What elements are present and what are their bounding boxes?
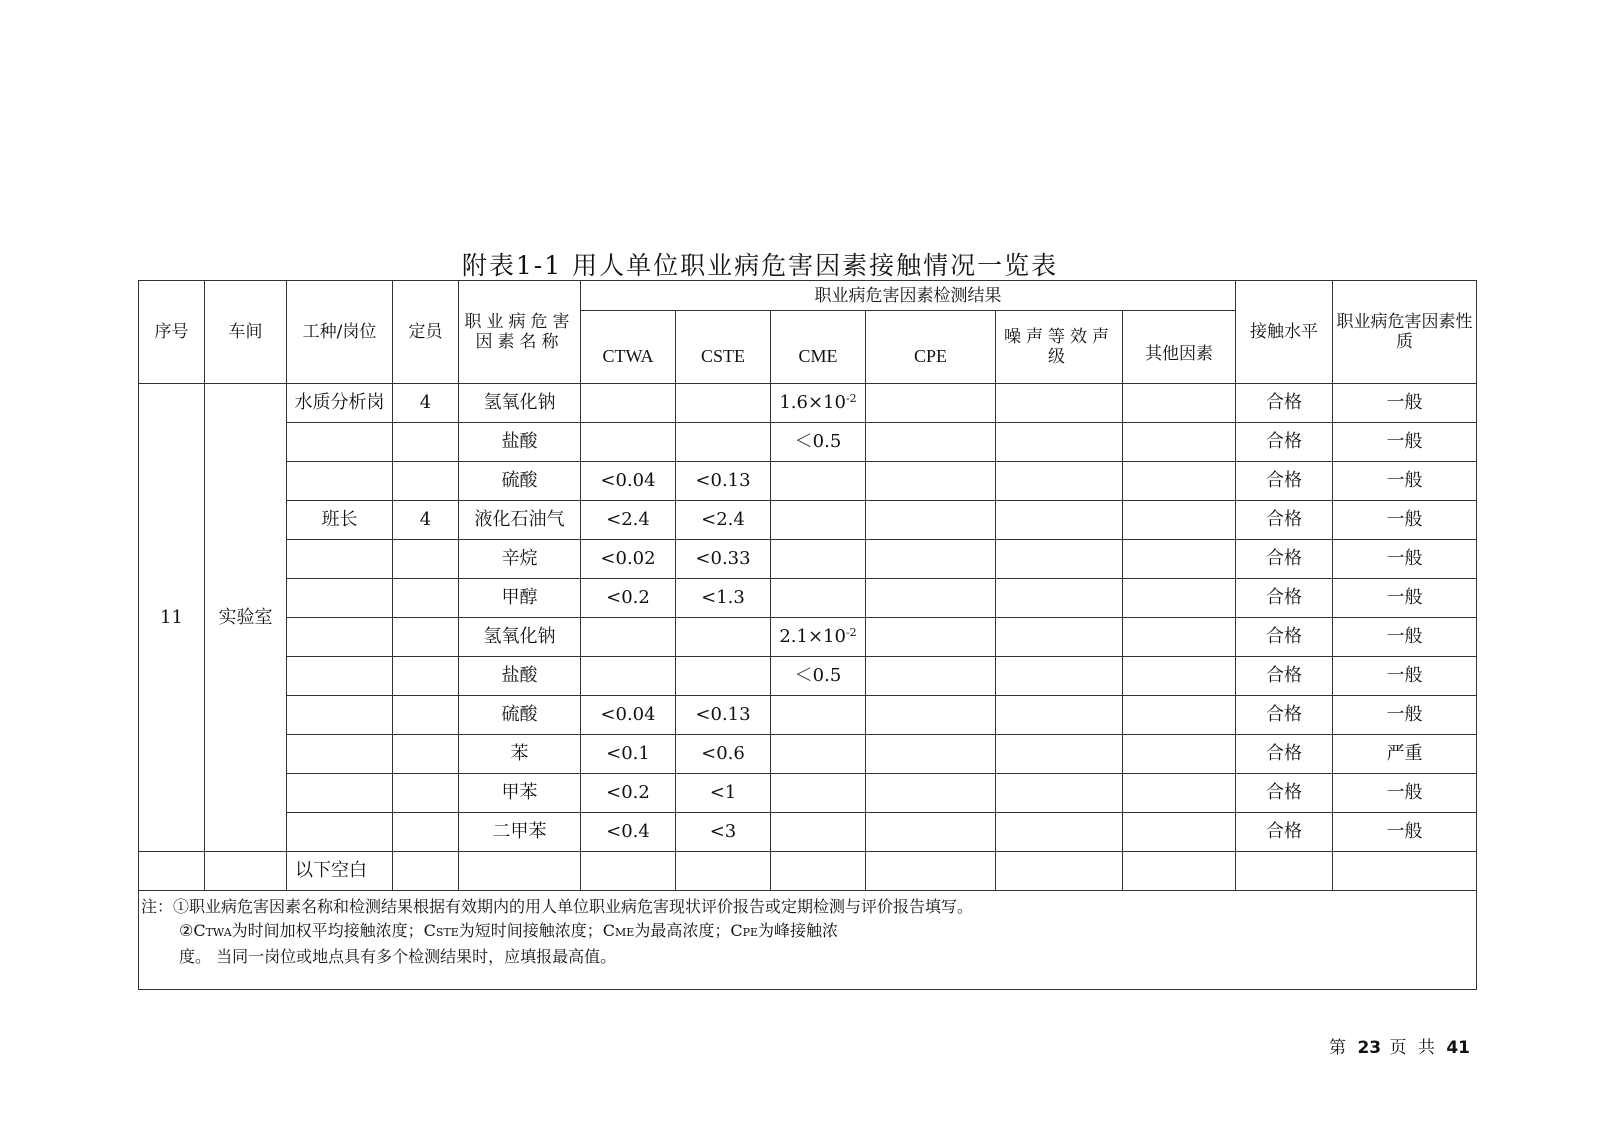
level-cell: 合格 xyxy=(1236,618,1333,657)
ctwa-cell: <0.02 xyxy=(581,540,676,579)
nature-cell: 一般 xyxy=(1333,384,1477,423)
staff-cell xyxy=(393,423,459,462)
seq-cell: 11 xyxy=(139,384,205,852)
nature-cell: 一般 xyxy=(1333,696,1477,735)
staff-cell: 4 xyxy=(393,384,459,423)
header-cme: CME xyxy=(771,311,866,384)
level-cell: 合格 xyxy=(1236,774,1333,813)
position-cell xyxy=(287,774,393,813)
page-total: 41 xyxy=(1446,1038,1470,1058)
header-cpe: CPE xyxy=(866,311,996,384)
nature-cell: 一般 xyxy=(1333,813,1477,852)
empty-cell xyxy=(139,852,205,891)
noise-cell xyxy=(996,696,1123,735)
nature-cell: 一般 xyxy=(1333,462,1477,501)
page-prefix: 第 xyxy=(1329,1038,1350,1058)
noise-cell xyxy=(996,657,1123,696)
noise-cell xyxy=(996,774,1123,813)
cste-cell: <1.3 xyxy=(676,579,771,618)
position-cell xyxy=(287,618,393,657)
cste-cell: <1 xyxy=(676,774,771,813)
header-staff: 定员 xyxy=(393,281,459,384)
staff-cell xyxy=(393,540,459,579)
level-cell: 合格 xyxy=(1236,813,1333,852)
nature-cell: 一般 xyxy=(1333,579,1477,618)
header-noise: 噪声等效声级 xyxy=(996,311,1123,384)
empty-cell xyxy=(771,852,866,891)
header-seq: 序号 xyxy=(139,281,205,384)
noise-cell xyxy=(996,501,1123,540)
cme-cell xyxy=(771,696,866,735)
table-row xyxy=(139,813,1477,852)
noise-cell xyxy=(996,423,1123,462)
header-ctwa: CTWA xyxy=(581,311,676,384)
level-cell: 合格 xyxy=(1236,579,1333,618)
other-cell xyxy=(1123,579,1236,618)
other-cell xyxy=(1123,813,1236,852)
other-cell xyxy=(1123,540,1236,579)
factor-cell: 甲苯 xyxy=(459,774,581,813)
page-middle: 页 共 xyxy=(1389,1038,1438,1058)
header-cste: CSTE xyxy=(676,311,771,384)
factor-cell: 液化石油气 xyxy=(459,501,581,540)
cste-cell xyxy=(676,618,771,657)
nature-cell: 一般 xyxy=(1333,501,1477,540)
header-factor-name: 职业病危害因素名称 xyxy=(459,281,581,384)
cste-cell xyxy=(676,423,771,462)
other-cell xyxy=(1123,384,1236,423)
cpe-cell xyxy=(866,423,996,462)
cste-cell xyxy=(676,384,771,423)
staff-cell xyxy=(393,657,459,696)
document-title: 附表1-1 用人单位职业病危害因素接触情况一览表 xyxy=(461,251,1059,280)
factor-cell: 苯 xyxy=(459,735,581,774)
other-cell xyxy=(1123,696,1236,735)
factor-cell: 辛烷 xyxy=(459,540,581,579)
position-cell xyxy=(287,813,393,852)
cpe-cell xyxy=(866,774,996,813)
other-cell xyxy=(1123,774,1236,813)
header-row-1 xyxy=(139,281,1477,311)
ctwa-cell xyxy=(581,657,676,696)
position-cell xyxy=(287,657,393,696)
level-cell: 合格 xyxy=(1236,462,1333,501)
cpe-cell xyxy=(866,462,996,501)
cme-cell xyxy=(771,423,866,462)
table-row xyxy=(139,540,1477,579)
nature-cell: 一般 xyxy=(1333,657,1477,696)
note-line-3: 度。 当同一岗位或地点具有多个检测结果时，应填报最高值。 xyxy=(179,947,617,966)
empty-cell xyxy=(996,852,1123,891)
header-exposure-level: 接触水平 xyxy=(1236,281,1333,384)
position-cell xyxy=(287,696,393,735)
level-cell: 合格 xyxy=(1236,657,1333,696)
cste-cell: <3 xyxy=(676,813,771,852)
staff-cell xyxy=(393,462,459,501)
cpe-cell xyxy=(866,735,996,774)
table-row xyxy=(139,696,1477,735)
workshop-cell: 实验室 xyxy=(205,384,287,852)
ctwa-cell xyxy=(581,618,676,657)
level-cell: 合格 xyxy=(1236,384,1333,423)
ctwa-cell: <0.04 xyxy=(581,462,676,501)
page-current: 23 xyxy=(1357,1038,1382,1058)
blank-row-label: 以下空白 xyxy=(287,852,393,891)
factor-cell: 硫酸 xyxy=(459,696,581,735)
factor-cell: 甲醇 xyxy=(459,579,581,618)
other-cell xyxy=(1123,657,1236,696)
level-cell: 合格 xyxy=(1236,501,1333,540)
cme-cell xyxy=(771,813,866,852)
header-other: 其他因素 xyxy=(1123,311,1236,384)
empty-cell xyxy=(459,852,581,891)
header-nature: 职业病危害因素性质 xyxy=(1333,281,1477,384)
noise-cell xyxy=(996,579,1123,618)
staff-cell xyxy=(393,774,459,813)
nature-cell: 一般 xyxy=(1333,774,1477,813)
cme-value: ＜0.5 xyxy=(794,431,842,452)
ctwa-cell xyxy=(581,423,676,462)
blank-row xyxy=(139,852,1477,891)
position-cell xyxy=(287,540,393,579)
header-workshop: 车间 xyxy=(205,281,287,384)
other-cell xyxy=(1123,501,1236,540)
empty-cell xyxy=(205,852,287,891)
position-cell: 班长 xyxy=(287,501,393,540)
empty-cell xyxy=(676,852,771,891)
other-cell xyxy=(1123,423,1236,462)
other-cell xyxy=(1123,462,1236,501)
ctwa-cell: <0.2 xyxy=(581,774,676,813)
ctwa-cell: <2.4 xyxy=(581,501,676,540)
position-cell: 水质分析岗 xyxy=(287,384,393,423)
noise-cell xyxy=(996,384,1123,423)
cme-value: 2.1×10 xyxy=(779,626,846,647)
cpe-cell xyxy=(866,657,996,696)
header-results-group: 职业病危害因素检测结果 xyxy=(581,281,1236,311)
cme-cell xyxy=(771,735,866,774)
staff-cell xyxy=(393,618,459,657)
table-row xyxy=(139,657,1477,696)
cme-exponent: -2 xyxy=(845,626,857,639)
cpe-cell xyxy=(866,501,996,540)
empty-cell xyxy=(581,852,676,891)
level-cell: 合格 xyxy=(1236,540,1333,579)
factor-cell: 硫酸 xyxy=(459,462,581,501)
position-cell xyxy=(287,462,393,501)
level-cell: 合格 xyxy=(1236,696,1333,735)
other-cell xyxy=(1123,618,1236,657)
nature-cell: 严重 xyxy=(1333,735,1477,774)
cme-value: 1.6×10 xyxy=(779,392,846,413)
staff-cell: 4 xyxy=(393,501,459,540)
noise-cell xyxy=(996,813,1123,852)
ctwa-cell xyxy=(581,384,676,423)
cste-cell: <0.6 xyxy=(676,735,771,774)
ctwa-cell: <0.2 xyxy=(581,579,676,618)
cste-cell: <0.33 xyxy=(676,540,771,579)
table-row xyxy=(139,774,1477,813)
staff-cell xyxy=(393,579,459,618)
factor-cell: 氢氧化钠 xyxy=(459,384,581,423)
position-cell xyxy=(287,423,393,462)
nature-cell: 一般 xyxy=(1333,423,1477,462)
cme-exponent: -2 xyxy=(845,392,857,405)
noise-cell xyxy=(996,462,1123,501)
empty-cell xyxy=(1123,852,1236,891)
factor-cell: 盐酸 xyxy=(459,423,581,462)
noise-cell xyxy=(996,540,1123,579)
empty-cell xyxy=(1333,852,1477,891)
noise-cell xyxy=(996,735,1123,774)
cste-cell xyxy=(676,657,771,696)
cste-cell: <2.4 xyxy=(676,501,771,540)
cme-cell xyxy=(771,774,866,813)
page-number xyxy=(1329,1033,1470,1058)
cme-cell xyxy=(771,657,866,696)
cme-cell xyxy=(771,501,866,540)
notes-row xyxy=(139,891,1477,990)
factor-cell: 盐酸 xyxy=(459,657,581,696)
empty-cell xyxy=(866,852,996,891)
cste-cell: <0.13 xyxy=(676,462,771,501)
notes-cell xyxy=(139,891,1477,990)
table-row xyxy=(139,501,1477,540)
position-cell xyxy=(287,579,393,618)
ctwa-cell: <0.1 xyxy=(581,735,676,774)
factor-cell: 氢氧化钠 xyxy=(459,618,581,657)
ctwa-cell: <0.4 xyxy=(581,813,676,852)
noise-cell xyxy=(996,618,1123,657)
cme-cell xyxy=(771,462,866,501)
cme-cell xyxy=(771,384,866,423)
header-position: 工种/岗位 xyxy=(287,281,393,384)
level-cell: 合格 xyxy=(1236,735,1333,774)
position-cell xyxy=(287,735,393,774)
table-row xyxy=(139,423,1477,462)
staff-cell xyxy=(393,735,459,774)
cme-cell xyxy=(771,579,866,618)
table-row xyxy=(139,579,1477,618)
table-row xyxy=(139,384,1477,423)
cme-value: ＜0.5 xyxy=(794,665,842,686)
ctwa-cell: <0.04 xyxy=(581,696,676,735)
note-line-1: 注：①职业病危害因素名称和检测结果根据有效期内的用人单位职业病危害现状评价报告或定期检测与评价报告填写。 xyxy=(141,897,974,916)
empty-cell xyxy=(1236,852,1333,891)
staff-cell xyxy=(393,813,459,852)
table-row xyxy=(139,462,1477,501)
cme-cell xyxy=(771,540,866,579)
cpe-cell xyxy=(866,384,996,423)
cpe-cell xyxy=(866,579,996,618)
cme-cell xyxy=(771,618,866,657)
cpe-cell xyxy=(866,618,996,657)
cste-cell: <0.13 xyxy=(676,696,771,735)
nature-cell: 一般 xyxy=(1333,618,1477,657)
exposure-table xyxy=(138,280,1477,990)
cpe-cell xyxy=(866,696,996,735)
empty-cell xyxy=(393,852,459,891)
factor-cell: 二甲苯 xyxy=(459,813,581,852)
level-cell: 合格 xyxy=(1236,423,1333,462)
cpe-cell xyxy=(866,540,996,579)
cpe-cell xyxy=(866,813,996,852)
other-cell xyxy=(1123,735,1236,774)
table-row xyxy=(139,735,1477,774)
nature-cell: 一般 xyxy=(1333,540,1477,579)
table-row xyxy=(139,618,1477,657)
note-line-2: ②CTWA为时间加权平均接触浓度；CSTE为短时间接触浓度；CME为最高浓度；CPE为峰接触浓 xyxy=(179,921,839,940)
staff-cell xyxy=(393,696,459,735)
